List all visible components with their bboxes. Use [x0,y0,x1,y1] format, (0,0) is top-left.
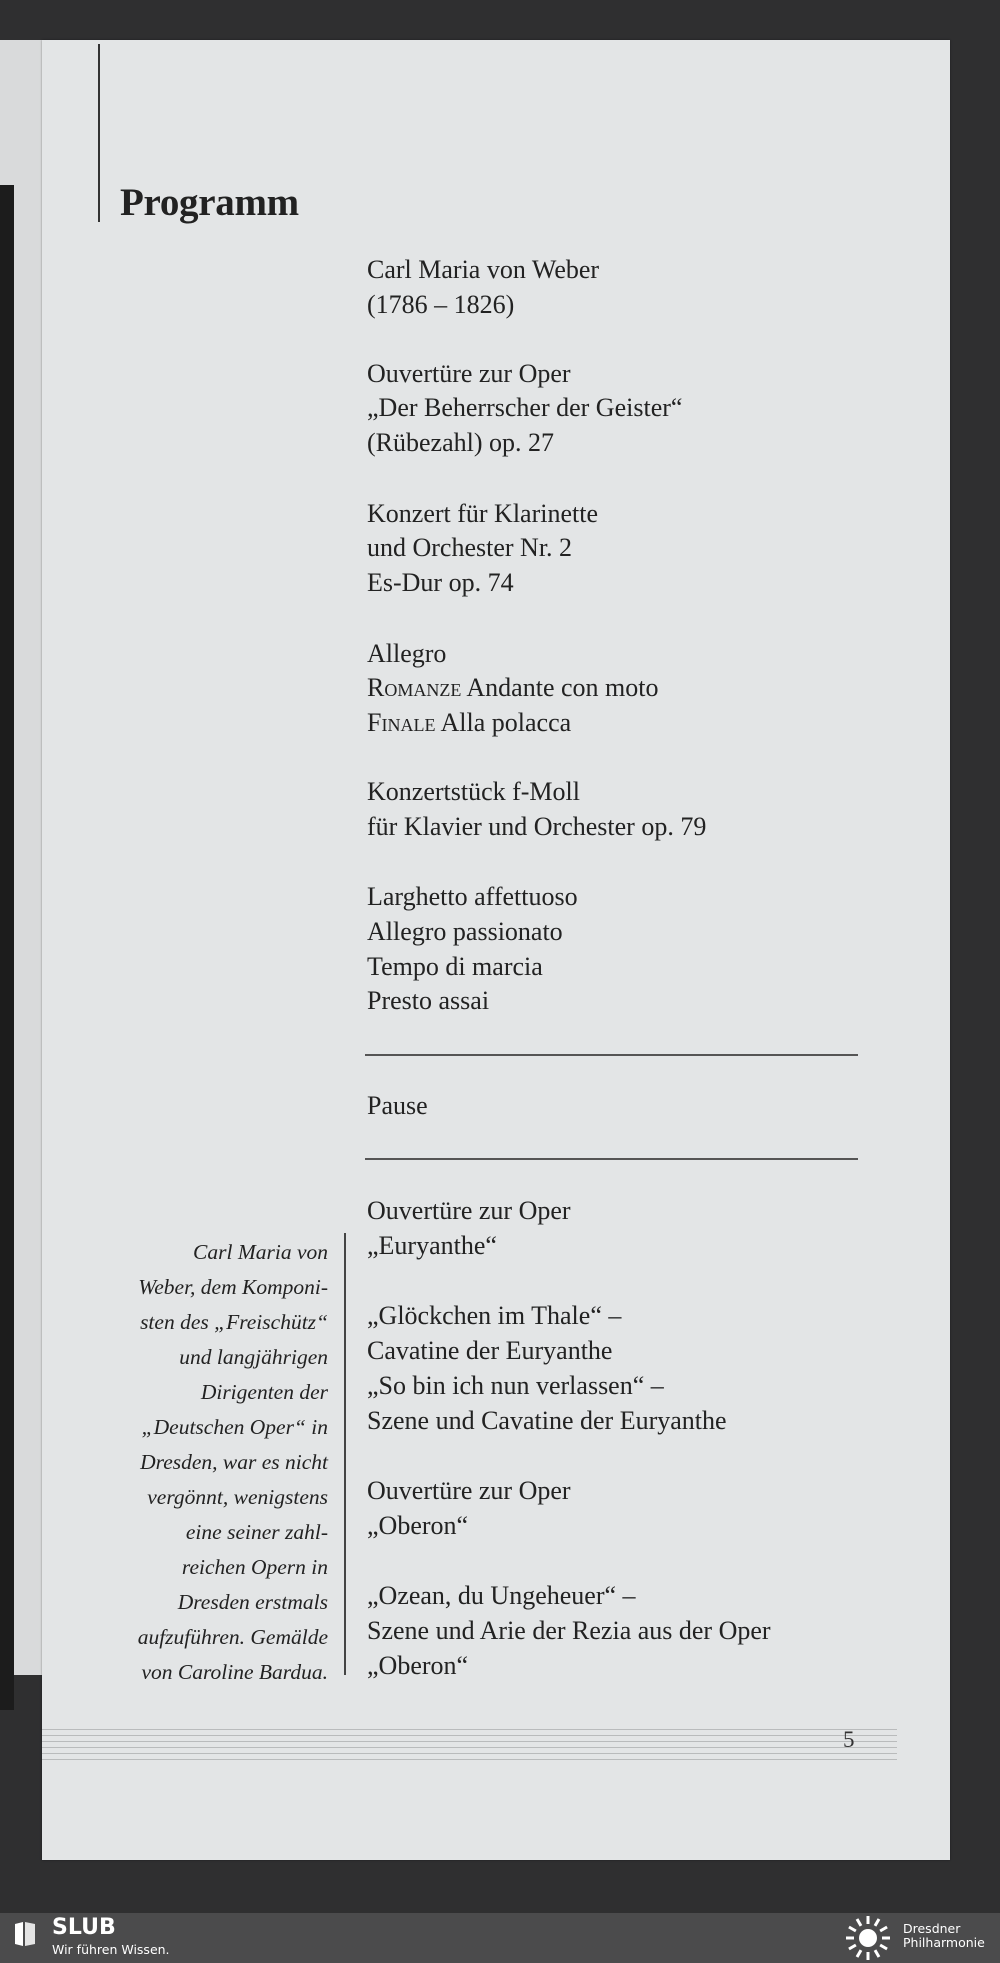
work5-line2: Cavatine der Euryanthe [367,1336,613,1365]
staff-line [42,1729,897,1730]
staff-line [42,1759,897,1760]
caption-line: Weber, dem Komponi- [138,1275,328,1299]
work5-line4: Szene und Cavatine der Euryanthe [367,1406,727,1435]
movement-tempo: Alla polacca [435,708,572,737]
slub-logo-icon [13,1921,37,1947]
page-title: Programm [120,181,299,224]
work3-movement3: Tempo di marcia [367,952,543,981]
caption-line: reichen Opern in [181,1555,328,1579]
work2-movement1: Allegro [367,639,447,668]
work5-line1: „Glöckchen im Thale“ – [367,1301,622,1330]
staff-line [42,1741,897,1742]
work3-line1: Konzertstück f-Moll [367,777,581,806]
caption-vertical-rule [344,1233,346,1675]
work5-line3: „So bin ich nun verlassen“ – [367,1371,664,1400]
caption-line: Dresden erstmals [177,1590,328,1614]
page-gutter-shadow [0,185,14,1710]
divider-before-pause [365,1054,858,1056]
work2-line2: und Orchester Nr. 2 [367,533,573,562]
philharmonie-logo-icon [843,1913,893,1963]
library-tagline: Wir führen Wissen. [52,1942,170,1957]
work4-line1: Ouvertüre zur Oper [367,1196,571,1225]
caption-line: vergönnt, wenigstens [147,1485,328,1509]
composer-name: Carl Maria von Weber [367,255,600,284]
caption-line: Carl Maria von [193,1240,328,1264]
caption-line: und langjährigen [179,1345,328,1369]
staff-line [42,1747,897,1748]
work7-line3: „Oberon“ [367,1651,469,1680]
staff-line [42,1753,897,1754]
caption-line: sten des „Freischütz“ [140,1310,328,1334]
work3-movement2: Allegro passionato [367,917,563,946]
work1-line2: „Der Beherrscher der Geister“ [367,393,683,422]
title-vertical-rule [98,44,100,222]
work2-line1: Konzert für Klarinette [367,499,599,528]
portrait-caption [100,1235,328,1690]
library-name: SLUB [52,1915,116,1940]
caption-line: eine seiner zahl- [185,1520,328,1544]
partner-name [903,1922,985,1950]
caption-line: Dresden, war es nicht [140,1450,328,1474]
work7-line2: Szene und Arie der Rezia aus der Oper [367,1616,771,1645]
work3-line2: für Klavier und Orchester op. 79 [367,812,707,841]
underlying-page [0,40,48,1675]
work3-movement4: Presto assai [367,986,490,1015]
work3-movement1: Larghetto affettuoso [367,882,578,911]
work6-line2: „Oberon“ [367,1511,469,1540]
divider-after-pause [365,1158,858,1160]
work6-line1: Ouvertüre zur Oper [367,1476,571,1505]
page-number: 5 [843,1727,855,1752]
caption-line: „Deutschen Oper“ in [141,1415,328,1439]
caption-line: von Caroline Bardua. [141,1660,328,1684]
work1-line3: (Rübezahl) op. 27 [367,428,555,457]
movement-tempo: Andante con moto [461,673,659,702]
caption-line: Dirigenten der [200,1380,328,1404]
work2-line3: Es-Dur op. 74 [367,568,514,597]
composer-dates: (1786 – 1826) [367,290,515,319]
caption-line: aufzuführen. Gemälde [137,1625,328,1649]
pause-label: Pause [367,1091,428,1120]
movement-label: Finale [367,708,436,737]
work7-line1: „Ozean, du Ungeheuer“ – [367,1581,636,1610]
work2-movement3 [367,706,571,741]
work2-movement2 [367,671,658,706]
work4-line2: „Euryanthe“ [367,1231,497,1260]
movement-label: Romanze [367,673,462,702]
partner-name-line1: Dresdner [903,1921,961,1936]
partner-name-line2: Philharmonie [903,1935,985,1950]
staff-line [42,1735,897,1736]
work1-line1: Ouvertüre zur Oper [367,359,571,388]
